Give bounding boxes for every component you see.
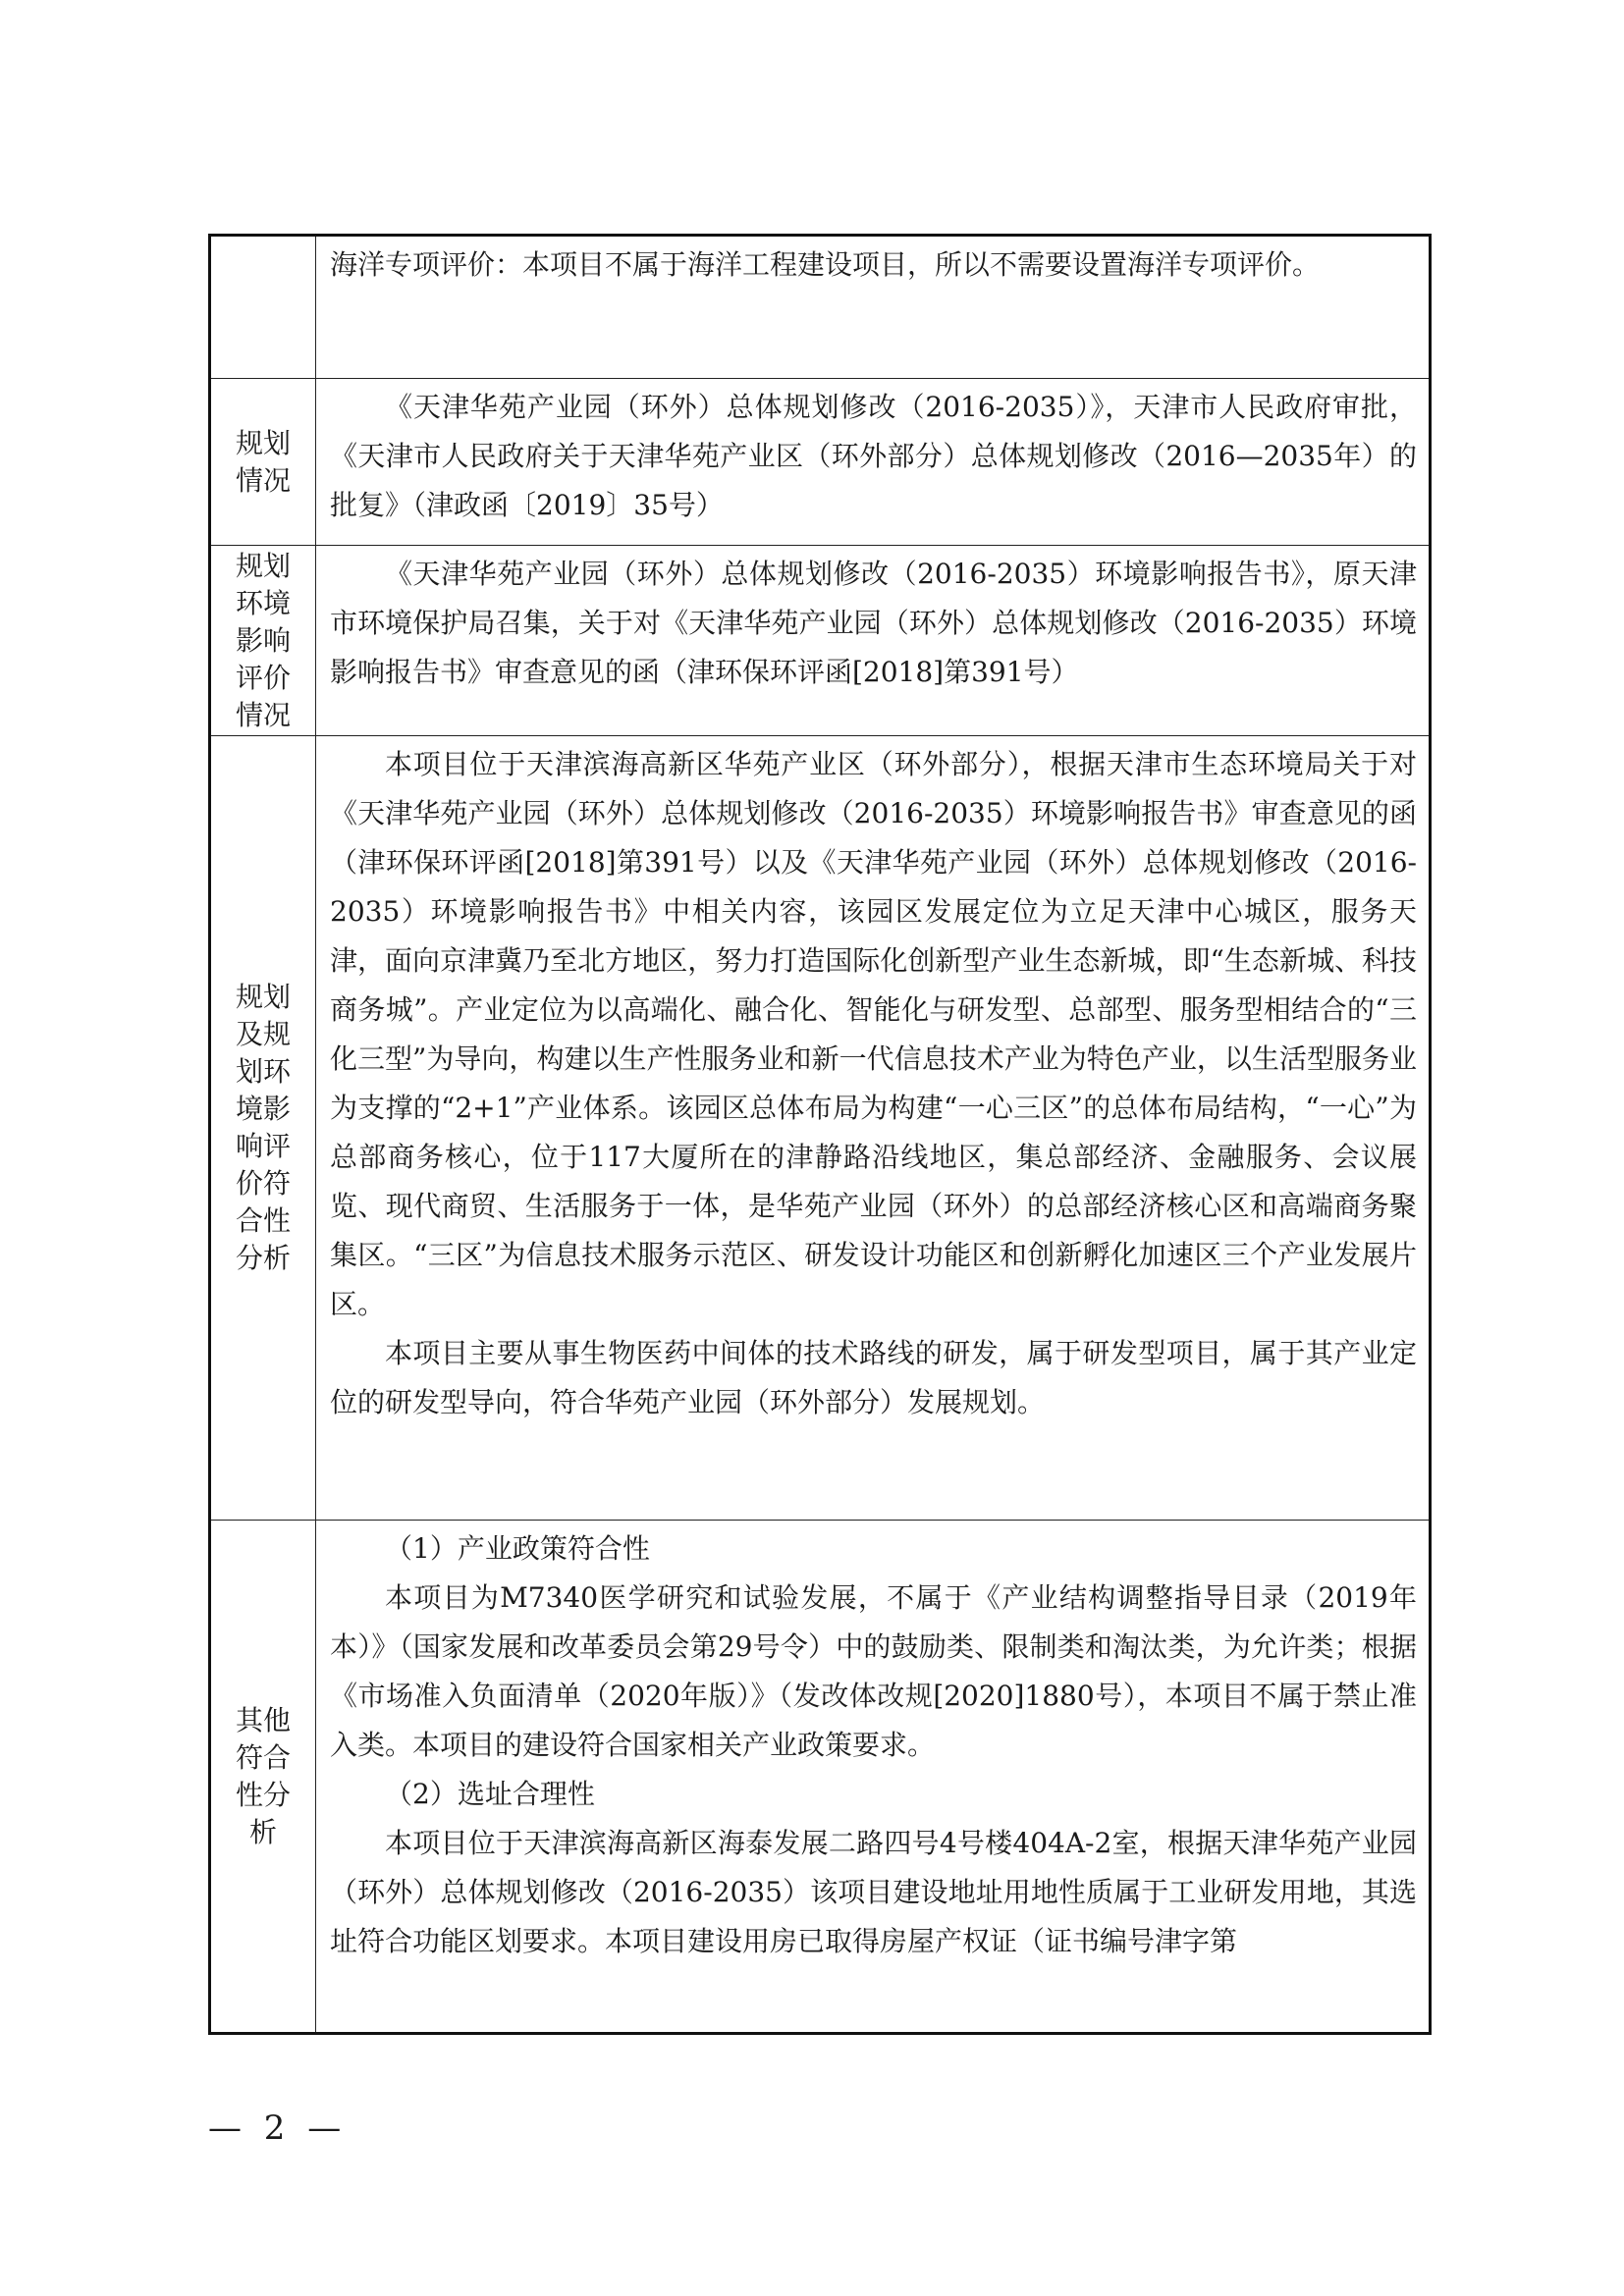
table-row (210, 546, 1431, 736)
paragraph: （2）选址合理性 (385, 1778, 595, 1810)
paragraph: 《天津华苑产业园（环外）总体规划修改（2016-2035）环境影响报告书》，原天津市环境保护局召集，关于对《天津华苑产业园（环外）总体规划修改（2016-2035）环境影响报告书》审查意见的函（津环保环评函[2018]第391号） (330, 558, 1417, 688)
assessment-table (208, 234, 1432, 2035)
row-content-cell (316, 736, 1431, 1521)
table-row (210, 736, 1431, 1521)
row-label-cell (210, 546, 316, 736)
row-label-cell (210, 236, 316, 379)
page-number: — 2 — (208, 2109, 348, 2148)
row-content-cell (316, 236, 1431, 379)
row-content-cell (316, 379, 1431, 546)
paragraph: 本项目位于天津滨海高新区华苑产业区（环外部分），根据天津市生态环境局关于对《天津华苑产业园（环外）总体规划修改（2016-2035）环境影响报告书》审查意见的函（津环保环评函[2018]第391号）以及《天津华苑产业园（环外）总体规划修改（2016-2035）环境影响报告书》中相关内容，该园区发展定位为立足天津中心城区，服务天津，面向京津冀乃至北方地区，努力打造国际化创新型产业生态新城，即“生态新城、科技商务城”。产业定位为以高端化、融合化、智能化与研发型、总部型、服务型相结合的“三化三型”为导向，构建以生产性服务业和新一代信息技术产业为特色产业，以生活型服务业为支撑的“2+1”产业体系。该园区总体布局为构建“一心三区”的总体布局结构，“一心”为总部商务核心，位于117大厦所在的津静路沿线地区，集总部经济、金融服务、会议展览、现代商贸、生活服务于一体，是华苑产业园（环外）的总部经济核心区和高端商务聚集区。“三区”为信息技术服务示范区、研发设计功能区和创新孵化加速区三个产业发展片区。 (330, 748, 1417, 1320)
paragraph: 本项目为M7340医学研究和试验发展，不属于《产业结构调整指导目录（2019年本）》（国家发展和改革委员会第29号令）中的鼓励类、限制类和淘汰类，为允许类；根据《市场准入负面清单（2020年版）》（发改体改规[2020]1880号），本项目不属于禁止准入类。本项目的建设符合国家相关产业政策要求。 (330, 1581, 1417, 1761)
row-content-cell (316, 546, 1431, 736)
row-label: 规划环境影响评价情况 (236, 549, 292, 731)
row-label: 其他符合性分析 (236, 1703, 292, 1848)
row-label-cell (210, 736, 316, 1521)
row-label: 规划及规划环境影响评价符合性分析 (236, 981, 292, 1274)
paragraph: 《天津华苑产业园（环外）总体规划修改（2016-2035）》，天津市人民政府审批，《天津市人民政府关于天津华苑产业区（环外部分）总体规划修改（2016—2035年）的批复》（津政函〔2019〕35号） (330, 391, 1417, 521)
row-label: 规划情况 (236, 426, 292, 497)
table-row (210, 379, 1431, 546)
paragraph: 海洋专项评价：本项目不属于海洋工程建设项目，所以不需要设置海洋专项评价。 (330, 248, 1321, 281)
row-label-cell (210, 1521, 316, 2034)
paragraph: （1）产业政策符合性 (385, 1532, 650, 1565)
paragraph: 本项目主要从事生物医药中间体的技术路线的研发，属于研发型项目，属于其产业定位的研发型导向，符合华苑产业园（环外部分）发展规划。 (330, 1337, 1417, 1418)
table-row (210, 236, 1431, 379)
paragraph: 本项目位于天津滨海高新区海泰发展二路四号4号楼404A-2室，根据天津华苑产业园（环外）总体规划修改（2016-2035）该项目建设地址用地性质属于工业研发用地，其选址符合功能区划要求。本项目建设用房已取得房屋产权证（证书编号津字第 (330, 1827, 1417, 1957)
table-row (210, 1521, 1431, 2034)
row-content-cell (316, 1521, 1431, 2034)
row-label-cell (210, 379, 316, 546)
